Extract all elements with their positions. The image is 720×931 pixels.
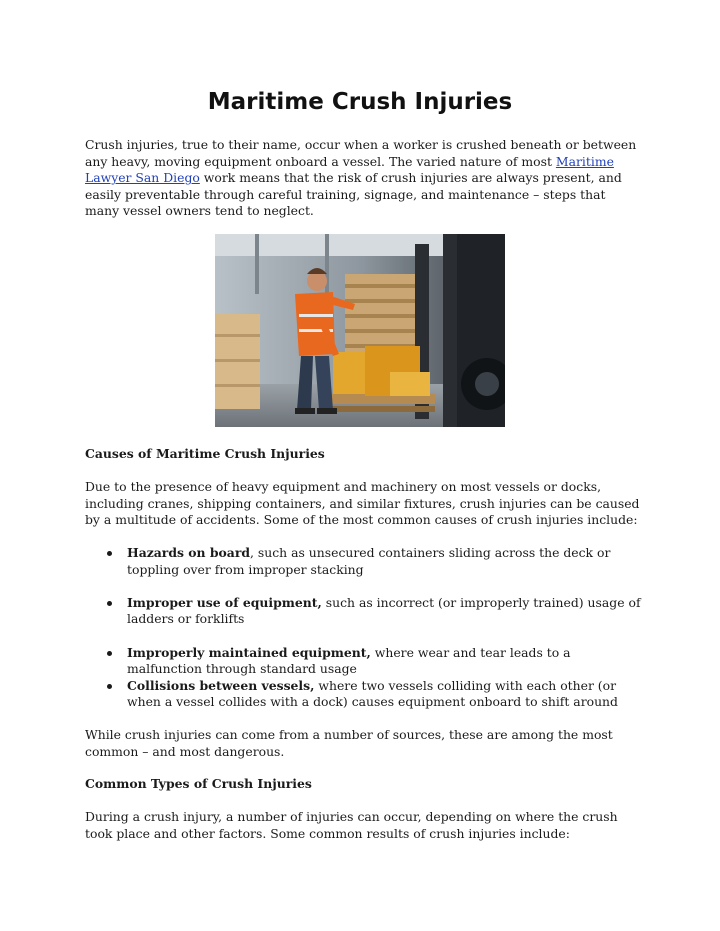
cause-text: such as incorrect (or improperly trained) usage of ladders or forklifts	[127, 594, 641, 627]
bullet-icon	[107, 684, 112, 689]
causes-paragraph: Due to the presence of heavy equipment and machinery on most vessels or docks, including cranes, shipping containers, and similar fixtures, crush injuries can be caused by a multitude of accidents. Some of the most common causes of crush injuries include:	[85, 479, 640, 528]
cause-bold: Collisions between vessels,	[127, 677, 315, 693]
cause-text: , such as unsecured containers sliding across the deck or toppling over from improper stacking	[127, 545, 611, 577]
causes-heading: Causes of Maritime Crush Injuries	[85, 446, 325, 461]
cause-bold: Improperly maintained equipment,	[127, 644, 371, 660]
intro-text-before: Crush injuries, true to their name, occur when a worker is crushed beneath or between any heavy, moving equipment onboard a vessel. The varied nature of most	[85, 137, 637, 169]
list-item	[85, 595, 645, 628]
bullet-icon	[107, 651, 112, 656]
cause-bold: Hazards on board	[127, 545, 251, 560]
list-item	[85, 545, 645, 578]
intro-text-after: work means that the risk of crush injuries are always present, and easily preventable through careful training, signage, and maintenance – steps that many vessel owners tend to neglect.	[85, 170, 622, 219]
cause-text: where wear and tear leads to a malfunction through standard usage	[127, 644, 571, 677]
types-heading: Common Types of Crush Injuries	[85, 776, 312, 791]
list-item	[85, 678, 645, 711]
bullet-icon	[107, 601, 112, 606]
cause-bold: Improper use of equipment,	[127, 594, 322, 610]
intro-paragraph	[85, 137, 640, 220]
causes-closing: While crush injuries can come from a number of sources, these are among the most common – and most dangerous.	[85, 727, 613, 759]
list-item	[85, 645, 645, 678]
forklift-worker-photo	[215, 234, 505, 427]
maritime-lawyer-link[interactable]: Maritime Lawyer San Diego	[85, 153, 614, 186]
types-paragraph: During a crush injury, a number of injuries can occur, depending on where the crush took place and other factors. Some common results of crush injuries include:	[85, 809, 618, 841]
page-title: Maritime Crush Injuries	[207, 89, 513, 115]
bullet-icon	[107, 551, 112, 556]
warehouse-illustration	[215, 234, 505, 427]
cause-text: where two vessels colliding with each other (or when a vessel collides with a dock) causes equipment onboard to shift around	[127, 677, 618, 710]
causes-list	[85, 545, 645, 711]
